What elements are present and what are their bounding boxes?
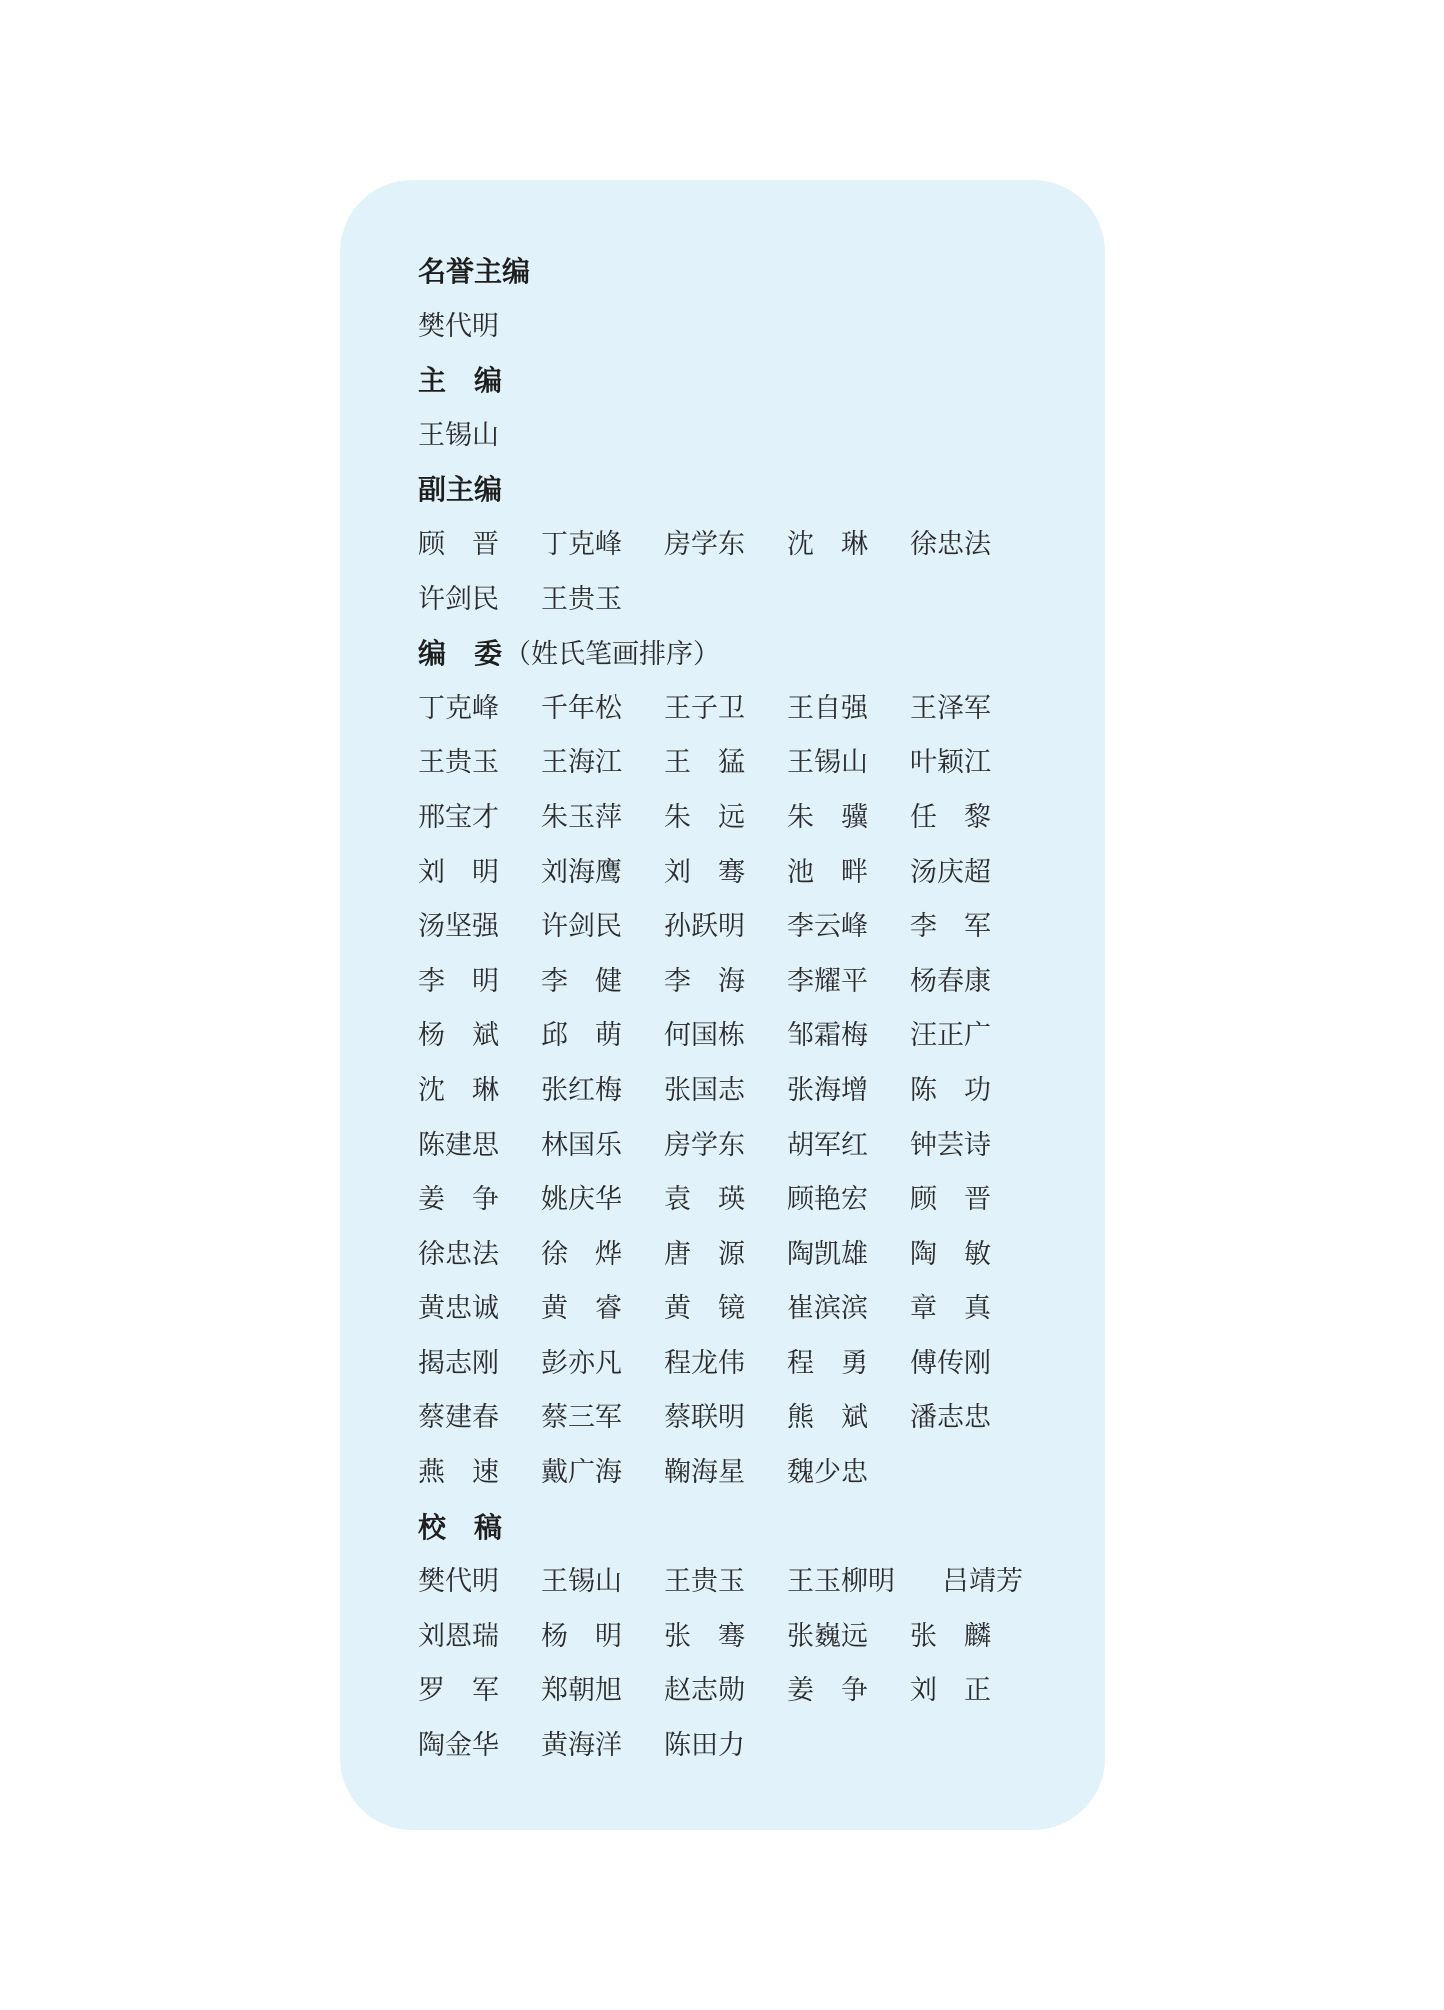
- member-name: 赵志勋: [664, 1675, 745, 1707]
- member-name: 张巍远: [787, 1620, 868, 1652]
- member-name: 顾 晋: [418, 528, 499, 560]
- member-name: 池 畔: [787, 856, 868, 888]
- member-name: 王玉柳明: [787, 1566, 895, 1598]
- editorial-credits-panel: [340, 180, 1105, 1830]
- member-name: 李 海: [664, 965, 745, 997]
- member-name: 林国乐: [541, 1129, 622, 1161]
- section-title: 主 编: [418, 364, 503, 398]
- member-name: 丁克峰: [418, 692, 499, 724]
- member-name: 唐 源: [664, 1238, 745, 1270]
- member-name: 熊 斌: [787, 1402, 868, 1434]
- name-row: [418, 518, 1105, 573]
- member-name: 黄 镜: [664, 1293, 745, 1325]
- member-name: 程 勇: [787, 1347, 868, 1379]
- member-name: 陈田力: [664, 1730, 745, 1762]
- name-row: [418, 1228, 1105, 1283]
- member-name: 姜 争: [418, 1184, 499, 1216]
- name-row: [418, 573, 1105, 628]
- member-name: 汤庆超: [910, 856, 991, 888]
- member-name: 朱玉萍: [541, 801, 622, 833]
- member-name: 黄忠诚: [418, 1293, 499, 1325]
- member-name: 汤坚强: [418, 911, 499, 943]
- member-name: 蔡三军: [541, 1402, 622, 1434]
- member-name: 刘 正: [910, 1675, 991, 1707]
- member-name: 钟芸诗: [910, 1129, 991, 1161]
- member-name: 王海江: [541, 747, 622, 779]
- member-name: 魏少忠: [787, 1457, 868, 1489]
- member-name: 蔡联明: [664, 1402, 745, 1434]
- member-name: 吕靖芳: [942, 1566, 1023, 1598]
- member-name: 孙跃明: [664, 911, 745, 943]
- section-heading-editorial-board: [418, 627, 1105, 682]
- member-name: 邢宝才: [418, 801, 499, 833]
- name-row: [418, 1119, 1105, 1174]
- member-name: 彭亦凡: [541, 1347, 622, 1379]
- member-name: 许剑民: [418, 583, 499, 615]
- member-name: 王贵玉: [664, 1566, 745, 1598]
- member-name: 朱 远: [664, 801, 745, 833]
- name-row: [418, 1664, 1105, 1719]
- member-name: 房学东: [664, 528, 745, 560]
- member-name: 陈 功: [910, 1074, 991, 1106]
- member-name: 王锡山: [787, 747, 868, 779]
- section-title: 校 稿: [418, 1510, 503, 1544]
- member-name: 姜 争: [787, 1675, 868, 1707]
- member-name: 王泽军: [910, 692, 991, 724]
- name-row: [418, 736, 1105, 791]
- member-name: 胡军红: [787, 1129, 868, 1161]
- member-name: 任 黎: [910, 801, 991, 833]
- member-name: 王锡山: [418, 419, 499, 451]
- member-name: 徐忠法: [418, 1238, 499, 1270]
- member-name: 叶颖江: [910, 747, 991, 779]
- member-name: 陶凯雄: [787, 1238, 868, 1270]
- member-name: 李云峰: [787, 911, 868, 943]
- member-name: 揭志刚: [418, 1347, 499, 1379]
- member-name: 王贵玉: [418, 747, 499, 779]
- member-name: 王锡山: [541, 1566, 622, 1598]
- member-name: 顾艳宏: [787, 1184, 868, 1216]
- section-title: 编 委: [418, 637, 503, 671]
- name-row: [418, 1610, 1105, 1665]
- name-row: [418, 409, 1105, 464]
- member-name: 刘恩瑞: [418, 1620, 499, 1652]
- member-name: 丁克峰: [541, 528, 622, 560]
- member-name: 袁 瑛: [664, 1184, 745, 1216]
- member-name: 杨 斌: [418, 1020, 499, 1052]
- name-row: [418, 955, 1105, 1010]
- member-name: 何国栋: [664, 1020, 745, 1052]
- member-name: 李 明: [418, 965, 499, 997]
- name-row: [418, 1009, 1105, 1064]
- name-row: [418, 682, 1105, 737]
- section-title: 副主编: [418, 473, 503, 507]
- member-name: 戴广海: [541, 1457, 622, 1489]
- member-name: 房学东: [664, 1129, 745, 1161]
- member-name: 张 骞: [664, 1620, 745, 1652]
- section-title: 名誉主编: [418, 255, 531, 288]
- member-name: 樊代明: [418, 310, 499, 342]
- member-name: 杨春康: [910, 965, 991, 997]
- member-name: 陶 敏: [910, 1238, 991, 1270]
- name-row: [418, 1173, 1105, 1228]
- member-name: 郑朝旭: [541, 1675, 622, 1707]
- member-name: 鞠海星: [664, 1457, 745, 1489]
- name-row: [418, 1391, 1105, 1446]
- section-heading-deputy-chief-editor: [418, 463, 1105, 518]
- member-name: 张 麟: [910, 1620, 991, 1652]
- member-name: 姚庆华: [541, 1184, 622, 1216]
- name-row: [418, 1555, 1105, 1610]
- section-heading-chief-editor: [418, 354, 1105, 409]
- member-name: 崔滨滨: [787, 1293, 868, 1325]
- member-name: 傅传刚: [910, 1347, 991, 1379]
- member-name: 杨 明: [541, 1620, 622, 1652]
- member-name: 黄 睿: [541, 1293, 622, 1325]
- member-name: 陈建思: [418, 1129, 499, 1161]
- member-name: 邹霜梅: [787, 1020, 868, 1052]
- name-row: [418, 791, 1105, 846]
- member-name: 王自强: [787, 692, 868, 724]
- name-row: [418, 1337, 1105, 1392]
- member-name: 徐忠法: [910, 528, 991, 560]
- member-name: 张红梅: [541, 1074, 622, 1106]
- member-name: 王子卫: [664, 692, 745, 724]
- member-name: 黄海洋: [541, 1730, 622, 1762]
- name-row: [418, 300, 1105, 355]
- member-name: 沈 琳: [418, 1074, 499, 1106]
- member-name: 李 军: [910, 911, 991, 943]
- member-name: 邱 萌: [541, 1020, 622, 1052]
- member-name: 顾 晋: [910, 1184, 991, 1216]
- member-name: 潘志忠: [910, 1402, 991, 1434]
- member-name: 李 健: [541, 965, 622, 997]
- member-name: 千年松: [541, 692, 622, 724]
- member-name: 樊代明: [418, 1566, 499, 1598]
- member-name: 蔡建春: [418, 1402, 499, 1434]
- member-name: 章 真: [910, 1293, 991, 1325]
- name-row: [418, 900, 1105, 955]
- name-row: [418, 1282, 1105, 1337]
- name-row: [418, 1446, 1105, 1501]
- section-heading-proofreading: [418, 1501, 1105, 1556]
- member-name: 李耀平: [787, 965, 868, 997]
- member-name: 燕 速: [418, 1457, 499, 1489]
- member-name: 王 猛: [664, 747, 745, 779]
- member-name: 张国志: [664, 1074, 745, 1106]
- section-heading-honorary-chief-editor: [418, 245, 1105, 300]
- member-name: 罗 军: [418, 1675, 499, 1707]
- member-name: 许剑民: [541, 911, 622, 943]
- member-name: 朱 骥: [787, 801, 868, 833]
- member-name: 刘海鹰: [541, 856, 622, 888]
- member-name: 徐 烨: [541, 1238, 622, 1270]
- member-name: 张海增: [787, 1074, 868, 1106]
- member-name: 王贵玉: [541, 583, 622, 615]
- member-name: 刘 明: [418, 856, 499, 888]
- member-name: 刘 骞: [664, 856, 745, 888]
- name-row: [418, 1719, 1105, 1774]
- member-name: 程龙伟: [664, 1347, 745, 1379]
- member-name: 陶金华: [418, 1730, 499, 1762]
- member-name: 汪正广: [910, 1020, 991, 1052]
- member-name: 沈 琳: [787, 528, 868, 560]
- name-row: [418, 1064, 1105, 1119]
- section-note: （姓氏笔画排序）: [504, 639, 721, 671]
- name-row: [418, 846, 1105, 901]
